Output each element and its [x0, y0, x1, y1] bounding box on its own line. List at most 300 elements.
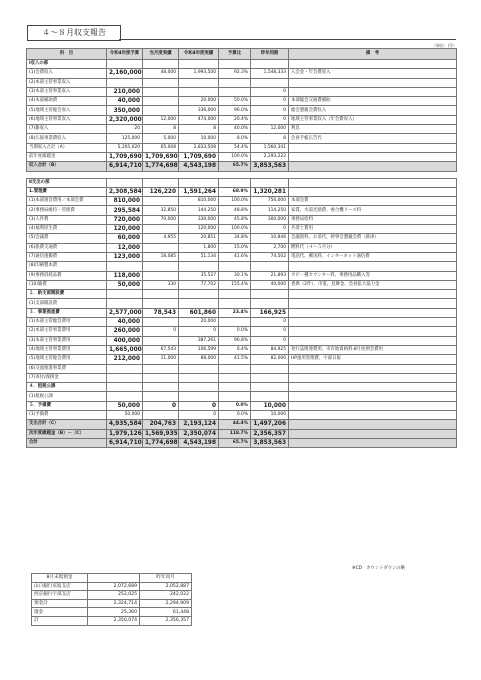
- remark-cell: [289, 171, 457, 178]
- remark-cell: 電話代、郵送料、インターネット通信費: [289, 252, 457, 261]
- table-row: [27, 355, 457, 364]
- row-label: ３．事業推進費: [27, 308, 107, 317]
- amount-cell: 330,000: [179, 215, 219, 224]
- amount-cell: 88,000: [179, 355, 219, 364]
- amount-cell: [143, 318, 179, 327]
- amount-cell: [251, 373, 289, 382]
- amount-cell: 60,000: [107, 234, 143, 243]
- remark-cell: [289, 373, 457, 382]
- amount-cell: 210,000: [107, 87, 143, 96]
- amount-cell: 810,000: [179, 197, 219, 206]
- amount-cell: 92.3%: [219, 69, 251, 78]
- column-header: 令和4年度予算: [107, 49, 143, 60]
- amount-cell: 1,774,698: [143, 162, 179, 171]
- amount-cell: [143, 364, 179, 373]
- amount-cell: 4,955: [143, 234, 179, 243]
- amount-cell: 400,000: [107, 336, 143, 345]
- amount-cell: 54.4%: [219, 143, 251, 152]
- amount-cell: 74,502: [251, 252, 289, 261]
- title-underline: [119, 39, 456, 40]
- remark-cell: 発行誌関連費用、市有地資格料,8月度例会費用: [289, 345, 457, 354]
- row-label: 支出合計（C）: [27, 420, 107, 429]
- amount-cell: 100.0%: [219, 197, 251, 206]
- row-label: 収入合計（B）: [27, 162, 107, 171]
- table-row: [27, 420, 457, 429]
- table-row: [27, 318, 457, 327]
- amount-cell: [107, 383, 143, 392]
- amount-cell: 50.0%: [219, 97, 251, 106]
- remark-cell: [289, 187, 457, 196]
- amount-cell: 15.0%: [219, 243, 251, 252]
- row-label: (3)本部主管事業費用: [27, 336, 107, 345]
- table-row: [27, 178, 457, 187]
- amount-cell: 0: [251, 87, 289, 96]
- balance-row: [32, 608, 192, 617]
- row-label: 当期収入合計（A）: [27, 143, 107, 152]
- row-label: (1)支部開設費: [27, 299, 107, 308]
- amount-cell: 50,000: [107, 280, 143, 289]
- table-row: [27, 225, 457, 234]
- amount-cell: 0.0%: [219, 410, 251, 419]
- balance-row: [32, 616, 192, 625]
- table-row: [27, 410, 457, 419]
- income-expense-table: [26, 48, 457, 448]
- table-row: [27, 290, 457, 299]
- amount-cell: [179, 178, 219, 187]
- amount-cell: [251, 383, 289, 392]
- amount-cell: 2,833,508: [179, 143, 219, 152]
- table-row: [27, 206, 457, 215]
- amount-cell: 0: [251, 115, 289, 124]
- amount-cell: 120,000: [107, 225, 143, 234]
- table-row: [27, 271, 457, 280]
- balance-amount: 2,324,714: [88, 599, 140, 608]
- row-label: Ⅱ支出の部: [27, 178, 107, 187]
- amount-cell: 0: [179, 401, 219, 410]
- table-row: [27, 364, 457, 373]
- balance-label: 現金: [32, 608, 88, 617]
- remark-cell: 燃料代（４～５月分）: [289, 243, 457, 252]
- amount-cell: [143, 290, 179, 299]
- amount-cell: [179, 383, 219, 392]
- amount-cell: 2,308,584: [107, 187, 143, 196]
- amount-cell: 0: [251, 97, 289, 106]
- amount-cell: [251, 262, 289, 271]
- remark-cell: [289, 87, 457, 96]
- amount-cell: [143, 383, 179, 392]
- balance-amount: 2,294,909: [140, 599, 192, 608]
- balance-amount: 2,072,689: [88, 582, 140, 591]
- remark-cell: 本部総会交通費補助: [289, 97, 457, 106]
- amount-cell: [251, 171, 289, 178]
- remark-cell: [289, 299, 457, 308]
- amount-cell: 34.8%: [219, 234, 251, 243]
- amount-cell: 12,000: [107, 243, 143, 252]
- amount-cell: 50,000: [107, 401, 143, 410]
- amount-cell: [107, 262, 143, 271]
- amount-cell: 0: [251, 318, 289, 327]
- amount-cell: 82,000: [251, 355, 289, 364]
- amount-cell: [219, 178, 251, 187]
- amount-cell: [219, 78, 251, 87]
- balance-amount: 61,448: [140, 608, 192, 617]
- amount-cell: [143, 171, 179, 178]
- remark-cell: [289, 308, 457, 317]
- table-row: [27, 197, 457, 206]
- amount-cell: 2,320,000: [107, 115, 143, 124]
- amount-cell: 0: [251, 336, 289, 345]
- amount-cell: [107, 290, 143, 299]
- amount-cell: [107, 392, 143, 401]
- amount-cell: [107, 178, 143, 187]
- table-row: [27, 308, 457, 317]
- table-row: [27, 280, 457, 289]
- amount-cell: 4,935,584: [107, 420, 143, 429]
- amount-cell: 48,000: [143, 69, 179, 78]
- table-row: [27, 243, 457, 252]
- amount-cell: 2,293,222: [251, 152, 289, 161]
- remark-cell: [289, 383, 457, 392]
- amount-cell: 84,925: [251, 345, 289, 354]
- amount-cell: 2,193,124: [179, 420, 219, 429]
- amount-cell: 1,569,935: [143, 429, 179, 438]
- amount-cell: 1,774,698: [143, 438, 179, 447]
- amount-cell: 3,853,563: [251, 438, 289, 447]
- balance-column-header: 8月末現預金: [32, 574, 88, 583]
- amount-cell: 0: [179, 327, 219, 336]
- amount-cell: 6,914,710: [107, 438, 143, 447]
- table-row: [27, 438, 457, 447]
- row-label: 合計: [27, 438, 107, 447]
- amount-cell: 30.1%: [219, 271, 251, 280]
- table-header: [27, 49, 457, 60]
- amount-cell: 1,560,341: [251, 143, 289, 152]
- row-label: (9)事務消耗品費: [27, 271, 107, 280]
- remark-cell: [289, 178, 457, 187]
- amount-cell: 2,160,000: [107, 69, 143, 78]
- row-label: Ⅰ収入の部: [27, 60, 107, 69]
- amount-cell: 387,261: [179, 336, 219, 345]
- table-row: [27, 373, 457, 382]
- amount-cell: [143, 60, 179, 69]
- amount-cell: 120,000: [179, 225, 219, 234]
- balance-label: 預金計: [32, 599, 88, 608]
- amount-cell: [143, 410, 179, 419]
- amount-cell: [219, 171, 251, 178]
- table-row: [27, 299, 457, 308]
- amount-cell: 45.8%: [219, 215, 251, 224]
- amount-cell: 166,925: [251, 308, 289, 317]
- row-label: (7)寄付/義援金: [27, 373, 107, 382]
- report-title: ４～８月収支報告: [27, 25, 121, 41]
- balance-label: 西京銀行宇部支店: [32, 591, 88, 600]
- unit-note: （単位：円）: [432, 43, 456, 48]
- row-label: (1)本部主管総会費用: [27, 318, 107, 327]
- amount-cell: 1,320,281: [251, 187, 289, 196]
- remark-cell: 香典（2件）、市電、見舞金、会員拡大協力金: [289, 280, 457, 289]
- amount-cell: 155.4%: [219, 280, 251, 289]
- remark-cell: [289, 420, 457, 429]
- amount-cell: 40.0%: [219, 125, 251, 134]
- table-row: [27, 345, 457, 354]
- table-row: [27, 60, 457, 69]
- row-label: (6)交流推進事業費: [27, 364, 107, 373]
- remark-cell: [289, 143, 457, 152]
- amount-cell: 0: [251, 225, 289, 234]
- amount-cell: 35,527: [179, 271, 219, 280]
- amount-cell: [251, 290, 289, 299]
- amount-cell: 1,665,000: [107, 345, 143, 354]
- column-header: 昨年同期: [251, 49, 289, 60]
- amount-cell: 260,000: [107, 327, 143, 336]
- amount-cell: [219, 87, 251, 96]
- amount-cell: [143, 373, 179, 382]
- amount-cell: 8: [143, 125, 179, 134]
- remark-cell: 入会金・年会費収入: [289, 69, 457, 78]
- amount-cell: 350,000: [107, 106, 143, 115]
- amount-cell: [251, 392, 289, 401]
- table-row: [27, 187, 457, 196]
- remark-cell: 会議資料、お茶代、幹事会懇親会費（鉄津）: [289, 234, 457, 243]
- column-header: 科 目: [27, 49, 107, 60]
- amount-cell: [251, 299, 289, 308]
- row-label: (3)人件費: [27, 215, 107, 224]
- amount-cell: 6.4%: [219, 345, 251, 354]
- amount-cell: 68.9%: [219, 187, 251, 196]
- row-label: (6)旅費交通費: [27, 243, 107, 252]
- amount-cell: 70,000: [143, 215, 179, 224]
- amount-cell: 51,134: [179, 252, 219, 261]
- row-label: (1)租税公課: [27, 392, 107, 401]
- amount-cell: 106,599: [179, 345, 219, 354]
- amount-cell: [179, 290, 219, 299]
- amount-cell: 0: [251, 106, 289, 115]
- row-label: (5)会議費: [27, 234, 107, 243]
- balance-row: [32, 582, 192, 591]
- amount-cell: 100.0%: [219, 152, 251, 161]
- amount-cell: [219, 364, 251, 373]
- row-label: (4)本部補助費: [27, 97, 107, 106]
- amount-cell: 65.7%: [219, 162, 251, 171]
- row-label: (1)本部運営費用／本部会費: [27, 197, 107, 206]
- amount-cell: 300,000: [251, 215, 289, 224]
- row-label: (5)地域主管総会収入: [27, 106, 107, 115]
- amount-cell: [219, 299, 251, 308]
- row-label: 1.管理費: [27, 187, 107, 196]
- remark-cell: [289, 410, 457, 419]
- amount-cell: 126,220: [143, 187, 179, 196]
- amount-cell: 118,000: [107, 271, 143, 280]
- amount-cell: 0.0%: [219, 327, 251, 336]
- amount-cell: 295,584: [107, 206, 143, 215]
- column-header: 備 考: [289, 49, 457, 60]
- amount-cell: 474,000: [179, 115, 219, 124]
- row-label: (1)会費収入: [27, 69, 107, 78]
- amount-cell: 125,000: [107, 134, 143, 143]
- table-row: [27, 429, 457, 438]
- amount-cell: [143, 78, 179, 87]
- remark-cell: 利息: [289, 125, 457, 134]
- amount-cell: [143, 225, 179, 234]
- column-header: 令和4年度実績: [179, 49, 219, 60]
- amount-cell: 50,000: [107, 410, 143, 419]
- amount-cell: [143, 106, 179, 115]
- amount-cell: 0: [251, 327, 289, 336]
- remark-cell: [289, 152, 457, 161]
- row-label: ５．予備費: [27, 401, 107, 410]
- table-row: [27, 171, 457, 178]
- amount-cell: [107, 60, 143, 69]
- amount-cell: 0: [179, 410, 219, 419]
- row-label: (8)印刷製本費: [27, 262, 107, 271]
- amount-cell: 96.8%: [219, 336, 251, 345]
- table-row: [27, 69, 457, 78]
- remark-cell: 地域主管事業収入（年会費収入）: [289, 115, 457, 124]
- remark-cell: [289, 401, 457, 410]
- row-label: (7)通信運搬費: [27, 252, 107, 261]
- table-row: [27, 234, 457, 243]
- amount-cell: 4,543,198: [179, 162, 219, 171]
- amount-cell: [179, 60, 219, 69]
- remark-cell: 家賃、水道光熱費、複合機リース料: [289, 206, 457, 215]
- remark-cell: [289, 438, 457, 447]
- remark-cell: 共済土費用: [289, 225, 457, 234]
- amount-cell: 2,577,000: [107, 308, 143, 317]
- amount-cell: 114,250: [251, 206, 289, 215]
- amount-cell: [219, 318, 251, 327]
- amount-cell: 123,000: [107, 252, 143, 261]
- balance-amount: 25,360: [88, 608, 140, 617]
- table-row: [27, 383, 457, 392]
- amount-cell: [179, 87, 219, 96]
- balance-column-header: 昨年同月: [140, 574, 192, 583]
- amount-cell: 1,979,126: [107, 429, 143, 438]
- amount-cell: 44.4%: [219, 420, 251, 429]
- table-row: [27, 215, 457, 224]
- amount-cell: 6,914,710: [107, 162, 143, 171]
- amount-cell: 11,000: [143, 355, 179, 364]
- amount-cell: 756,000: [251, 197, 289, 206]
- amount-cell: [143, 243, 179, 252]
- remark-cell: [289, 364, 457, 373]
- amount-cell: 810,000: [107, 197, 143, 206]
- row-label: (1)予備費: [27, 410, 107, 419]
- balance-amount: 252,025: [88, 591, 140, 600]
- amount-cell: 96.0%: [219, 106, 251, 115]
- amount-cell: 2,356,357: [251, 429, 289, 438]
- amount-cell: [179, 262, 219, 271]
- amount-cell: 21,893: [251, 271, 289, 280]
- amount-cell: 65,008: [143, 143, 179, 152]
- remark-cell: [289, 262, 457, 271]
- balance-amount: 2,350,074: [88, 616, 140, 625]
- amount-cell: 3,853,563: [251, 162, 289, 171]
- amount-cell: 10,000: [251, 401, 289, 410]
- remark-cell: HP運用管理費、宇部日報: [289, 355, 457, 364]
- remark-cell: [289, 60, 457, 69]
- remark-cell: [289, 290, 457, 299]
- column-header: 予算比: [219, 49, 251, 60]
- amount-cell: [219, 383, 251, 392]
- row-label: (5)地域主管総会費用: [27, 355, 107, 364]
- amount-cell: [219, 392, 251, 401]
- column-header: 当月度実績: [143, 49, 179, 60]
- footnote: ※CD カウントダウンの略: [352, 566, 405, 571]
- remark-cell: [289, 78, 457, 87]
- amount-cell: 118.7%: [219, 429, 251, 438]
- amount-cell: [107, 364, 143, 373]
- remark-cell: 総会懇親会費収入: [289, 106, 457, 115]
- balance-label: 計: [32, 616, 88, 625]
- amount-cell: 40,000: [107, 97, 143, 106]
- remark-cell: [289, 392, 457, 401]
- balance-row: [32, 591, 192, 600]
- amount-cell: 41.6%: [219, 252, 251, 261]
- amount-cell: 10,000: [251, 410, 289, 419]
- balance-table: [31, 573, 192, 626]
- amount-cell: 336,000: [179, 106, 219, 115]
- table-row: [27, 87, 457, 96]
- amount-cell: [143, 262, 179, 271]
- table-row: [27, 392, 457, 401]
- table-row: [27, 78, 457, 87]
- row-label: (7)雑収入: [27, 125, 107, 134]
- amount-cell: [143, 87, 179, 96]
- table-row: [27, 262, 457, 271]
- remark-cell: カビ一種カウンター料、事務用品購入等: [289, 271, 457, 280]
- balance-label: 山口銀行床波支店: [32, 582, 88, 591]
- table-row: [27, 336, 457, 345]
- row-label: [27, 171, 107, 178]
- amount-cell: 8: [179, 125, 219, 134]
- amount-cell: [143, 271, 179, 280]
- row-label: (8)広報事業費収入: [27, 134, 107, 143]
- balance-amount: 2,356,357: [140, 616, 192, 625]
- amount-cell: [251, 364, 289, 373]
- table-row: [27, 327, 457, 336]
- amount-cell: 0: [143, 401, 179, 410]
- balance-row: [32, 599, 192, 608]
- amount-cell: [219, 290, 251, 299]
- amount-cell: 1,497,206: [251, 420, 289, 429]
- amount-cell: 1,993,500: [179, 69, 219, 78]
- row-label: 前年度繰越金: [27, 152, 107, 161]
- amount-cell: 5,205,020: [107, 143, 143, 152]
- amount-cell: 1,709,690: [143, 152, 179, 161]
- amount-cell: 330: [143, 280, 179, 289]
- row-label: (6)地域主管事業収入: [27, 115, 107, 124]
- table-row: [27, 401, 457, 410]
- amount-cell: [219, 373, 251, 382]
- amount-cell: 204,763: [143, 420, 179, 429]
- amount-cell: [143, 97, 179, 106]
- amount-cell: 40,000: [107, 318, 143, 327]
- table-row: [27, 143, 457, 152]
- amount-cell: 4,543,198: [179, 438, 219, 447]
- table-row: [27, 252, 457, 261]
- amount-cell: 100.0%: [219, 225, 251, 234]
- amount-cell: [107, 78, 143, 87]
- amount-cell: 2,350,074: [179, 429, 219, 438]
- amount-cell: [179, 373, 219, 382]
- balance-header: [32, 574, 192, 583]
- amount-cell: [251, 78, 289, 87]
- remark-cell: [289, 327, 457, 336]
- table-row: [27, 134, 457, 143]
- amount-cell: [219, 60, 251, 69]
- amount-cell: [107, 373, 143, 382]
- amount-cell: 65.7%: [219, 438, 251, 447]
